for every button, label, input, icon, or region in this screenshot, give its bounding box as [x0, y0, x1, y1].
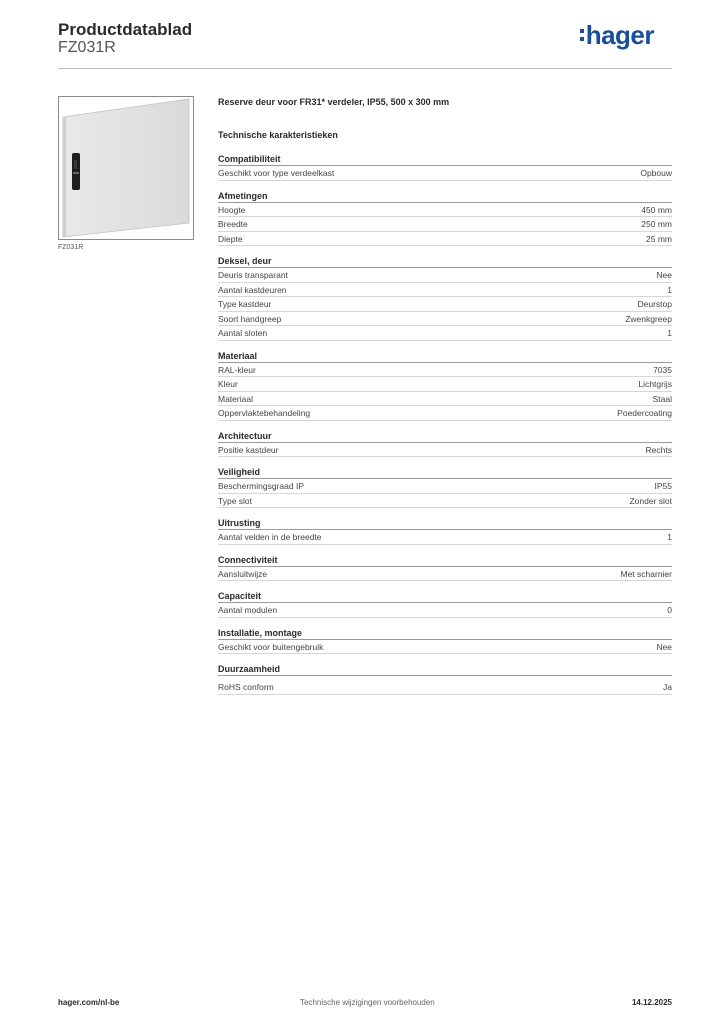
spec-section	[218, 590, 672, 618]
spec-row	[218, 680, 672, 695]
page-header	[58, 20, 672, 70]
spec-label: Geschikt voor type verdeelkast	[218, 168, 335, 178]
spec-row	[218, 283, 672, 298]
footer-date: 14.12.2025	[631, 998, 672, 1007]
spec-value: Ja	[663, 682, 672, 692]
spec-row	[218, 297, 672, 312]
spec-value: Met scharnier	[620, 568, 672, 579]
header-divider	[58, 68, 672, 69]
section-title: Duurzaamheid	[218, 663, 672, 676]
section-title: Architectuur	[218, 430, 672, 443]
spec-section	[218, 466, 672, 508]
spec-label: Deuris transparant	[218, 270, 288, 280]
spec-value: Lichtgrijs	[638, 379, 672, 389]
footer-website: hager.com/nl-be	[58, 998, 120, 1007]
spec-label: Aantal velden in de breedte	[218, 532, 322, 542]
spec-row	[218, 479, 672, 494]
product-code: FZ031R	[58, 39, 116, 56]
spec-label: Aansluitwijze	[218, 568, 268, 579]
spec-section	[218, 350, 672, 421]
spec-section	[218, 153, 672, 181]
spec-label: Materiaal	[218, 393, 253, 404]
spec-value: IP55	[654, 481, 672, 491]
spec-label: Hoogte	[218, 204, 246, 215]
spec-value: Staal	[652, 393, 672, 404]
door-panel-icon	[59, 97, 193, 239]
spec-label: Positie kastdeur	[218, 444, 279, 455]
spec-value: Rechts	[645, 444, 672, 455]
spec-row	[218, 494, 672, 509]
section-title: Veiligheid	[218, 466, 672, 479]
spec-value: 7035	[653, 364, 672, 375]
logo-dots-icon	[580, 29, 584, 41]
spec-label: Diepte	[218, 233, 243, 244]
spec-row	[218, 567, 672, 582]
spec-section	[218, 517, 672, 545]
document-title: Productdatablad	[58, 20, 193, 39]
section-title: Installatie, montage	[218, 627, 672, 640]
spec-label: Soort handgreep	[218, 313, 282, 324]
spec-row	[218, 377, 672, 392]
spec-row	[218, 232, 672, 247]
product-description: Reserve deur voor FR31* verdeler, IP55, 500 x 300 mm	[218, 97, 450, 107]
section-title: Connectiviteit	[218, 554, 672, 567]
spec-row	[218, 603, 672, 618]
spec-label: Breedte	[218, 219, 248, 229]
hager-logo	[580, 20, 654, 50]
section-title: Compatibiliteit	[218, 153, 672, 166]
spec-value: 1	[667, 532, 672, 542]
spec-value: 250 mm	[641, 219, 672, 229]
footer-notice: Technische wijzigingen voorbehouden	[300, 998, 435, 1007]
spec-value: 1	[667, 328, 672, 338]
spec-section	[218, 663, 672, 695]
spec-value: Zwenkgreep	[625, 313, 672, 324]
product-image	[58, 96, 194, 240]
section-title: Afmetingen	[218, 190, 672, 203]
logo-text: hager	[585, 20, 654, 50]
spec-label: Type slot	[218, 495, 253, 506]
spec-value: 1	[667, 284, 672, 295]
spec-row	[218, 166, 672, 181]
spec-label: Aantal kastdeuren	[218, 284, 287, 295]
spec-value: 450 mm	[641, 204, 672, 215]
spec-label: Type kastdeur	[218, 299, 272, 309]
spec-value: Nee	[656, 641, 672, 652]
spec-row	[218, 217, 672, 232]
spec-value: Zonder slot	[629, 495, 672, 506]
spec-label: Aantal sloten	[218, 328, 268, 338]
tech-heading: Technische karakteristieken	[218, 130, 338, 140]
spec-row	[218, 443, 672, 458]
section-title: Uitrusting	[218, 517, 672, 530]
spec-row	[218, 312, 672, 327]
spec-row	[218, 392, 672, 407]
spec-label: RAL-kleur	[218, 364, 256, 375]
spec-row	[218, 363, 672, 378]
spec-section	[218, 190, 672, 247]
spec-row	[218, 326, 672, 341]
spec-value: 0	[667, 605, 672, 615]
spec-label: Oppervlaktebehandeling	[218, 408, 311, 418]
spec-label: Beschermingsgraad IP	[218, 481, 304, 491]
spec-value: Nee	[656, 270, 672, 280]
spec-section	[218, 627, 672, 655]
spec-label: Geschikt voor buitengebruik	[218, 641, 324, 652]
spec-label: Aantal modulen	[218, 605, 278, 615]
spec-section	[218, 554, 672, 582]
spec-row	[218, 406, 672, 421]
spec-row	[218, 640, 672, 655]
spec-row	[218, 203, 672, 218]
spec-value: 25 mm	[646, 233, 672, 244]
section-title: Materiaal	[218, 350, 672, 363]
section-title: Deksel, deur	[218, 255, 672, 268]
spec-content	[218, 95, 672, 695]
section-title: Capaciteit	[218, 590, 672, 603]
spec-row	[218, 268, 672, 283]
spec-value: Deurstop	[637, 299, 672, 309]
spec-sections	[218, 153, 672, 695]
spec-value: Opbouw	[640, 168, 672, 178]
spec-label: RoHS conform	[218, 682, 274, 692]
spec-label: Kleur	[218, 379, 238, 389]
image-caption: FZ031R	[58, 244, 84, 251]
spec-section	[218, 430, 672, 458]
spec-section	[218, 255, 672, 341]
spec-row	[218, 530, 672, 545]
spec-value: Poedercoating	[617, 408, 672, 418]
